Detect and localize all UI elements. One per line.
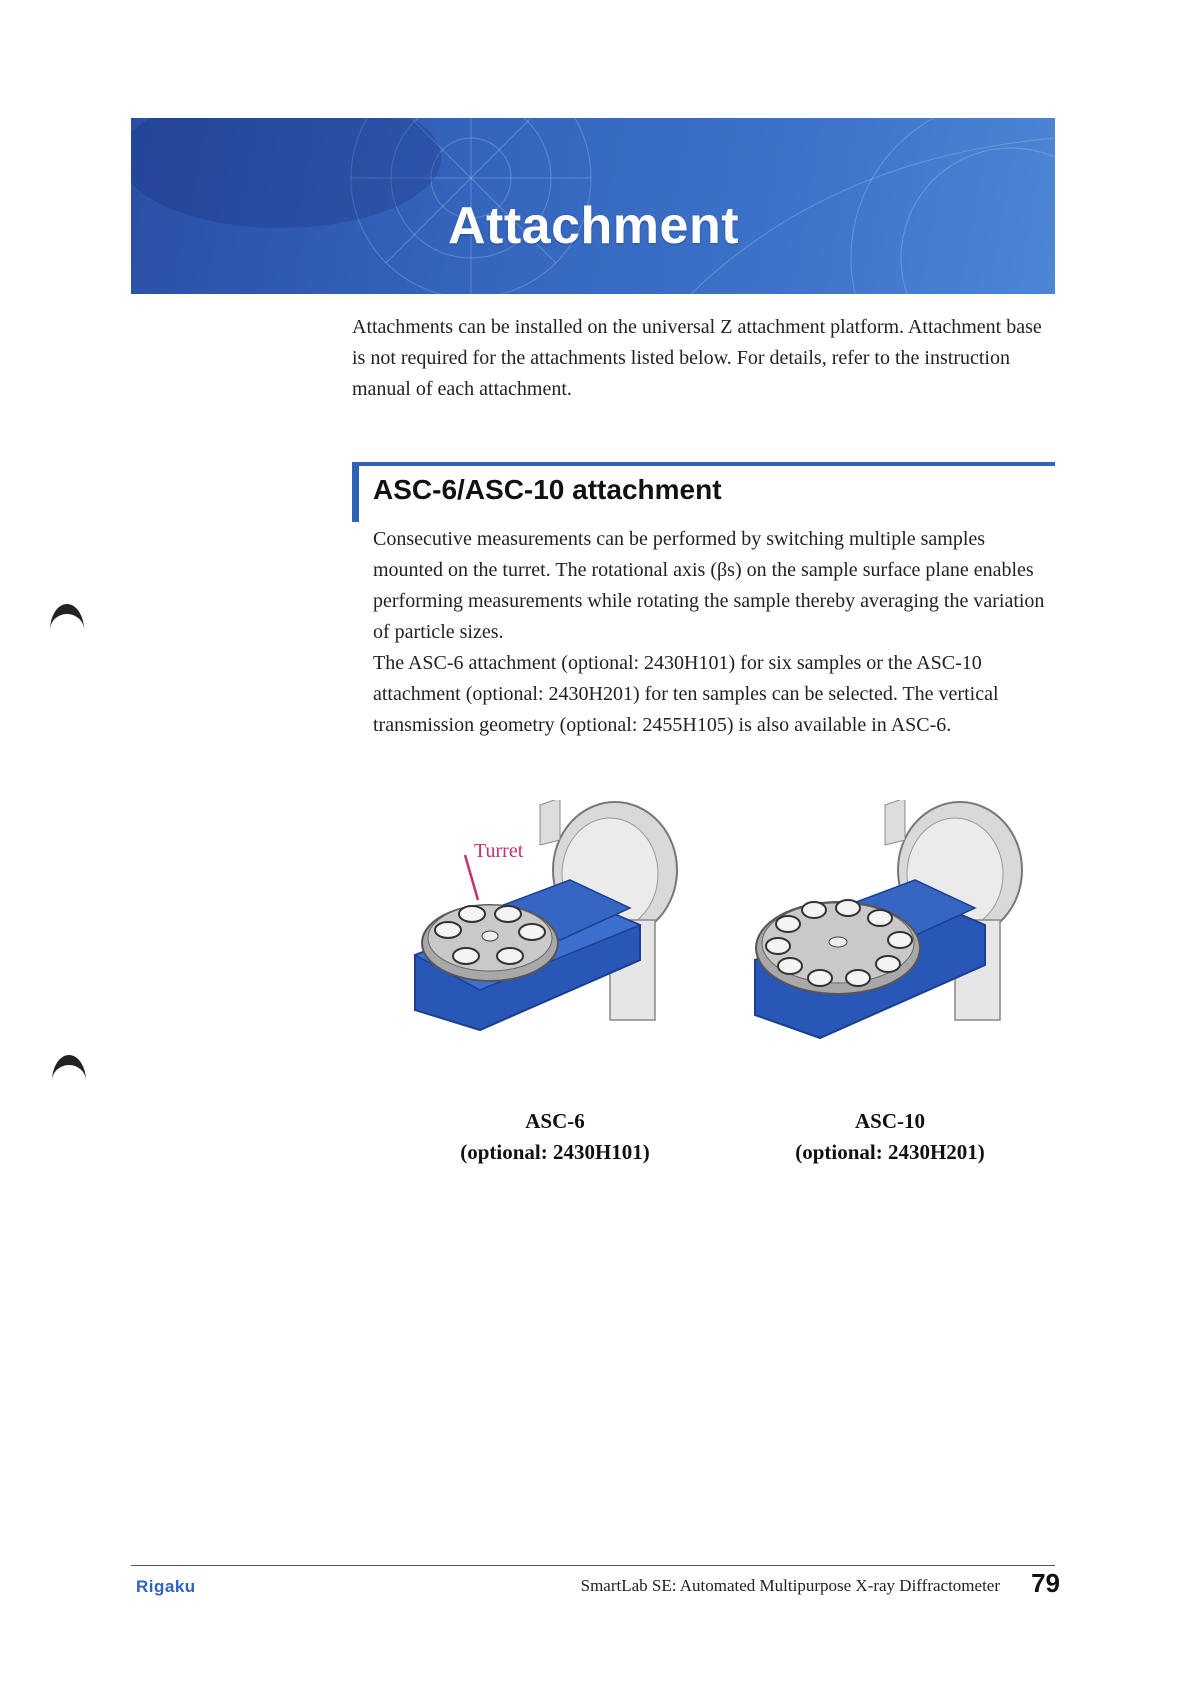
caption-name: ASC-6 bbox=[525, 1109, 585, 1133]
caption-part: (optional: 2430H101) bbox=[460, 1140, 650, 1164]
asc6-illustration bbox=[410, 800, 700, 1045]
page-title: Attachment bbox=[448, 197, 740, 255]
punch-hole-mark bbox=[52, 1055, 86, 1081]
brand-logo: Rigaku bbox=[136, 1577, 196, 1596]
turret-label: Turret bbox=[474, 840, 524, 862]
asc10-illustration bbox=[750, 800, 1050, 1050]
section-marker bbox=[352, 462, 359, 522]
page-number: 79 bbox=[1031, 1568, 1060, 1598]
caption-part: (optional: 2430H201) bbox=[795, 1140, 985, 1164]
intro-paragraph: Attachments can be installed on the universal Z attachment platform. Attachment base is not required for the attachments listed below. For details, refer to the instruction manual of each attachment. bbox=[352, 316, 1042, 400]
header-banner bbox=[131, 118, 1055, 294]
caption-name: ASC-10 bbox=[854, 1109, 925, 1133]
figure-caption-asc6 bbox=[455, 1106, 655, 1168]
figure-caption-asc10 bbox=[780, 1106, 1000, 1168]
section-body bbox=[373, 524, 1053, 741]
footer-document-title: SmartLab SE: Automated Multipurpose X-ray Diffractometer bbox=[580, 1576, 1000, 1595]
section-paragraph-1: Consecutive measurements can be performed by switching multiple samples mounted on the turret. The rotational axis (βs) on the sample surface plane enables performing measurements while rotating the sample thereby averaging the variation of particle sizes. bbox=[373, 528, 1045, 643]
punch-hole-mark bbox=[50, 604, 84, 630]
footer-rule bbox=[131, 1565, 1055, 1566]
section-title: ASC-6/ASC-10 attachment bbox=[373, 474, 722, 505]
section-rule bbox=[352, 462, 1055, 466]
section-paragraph-2: The ASC-6 attachment (optional: 2430H101) for six samples or the ASC-10 attachment (optional: 2430H201) for ten samples can be selected. The vertical transmission geometry (optional: 2455H105) is also available in ASC-6. bbox=[373, 652, 999, 736]
